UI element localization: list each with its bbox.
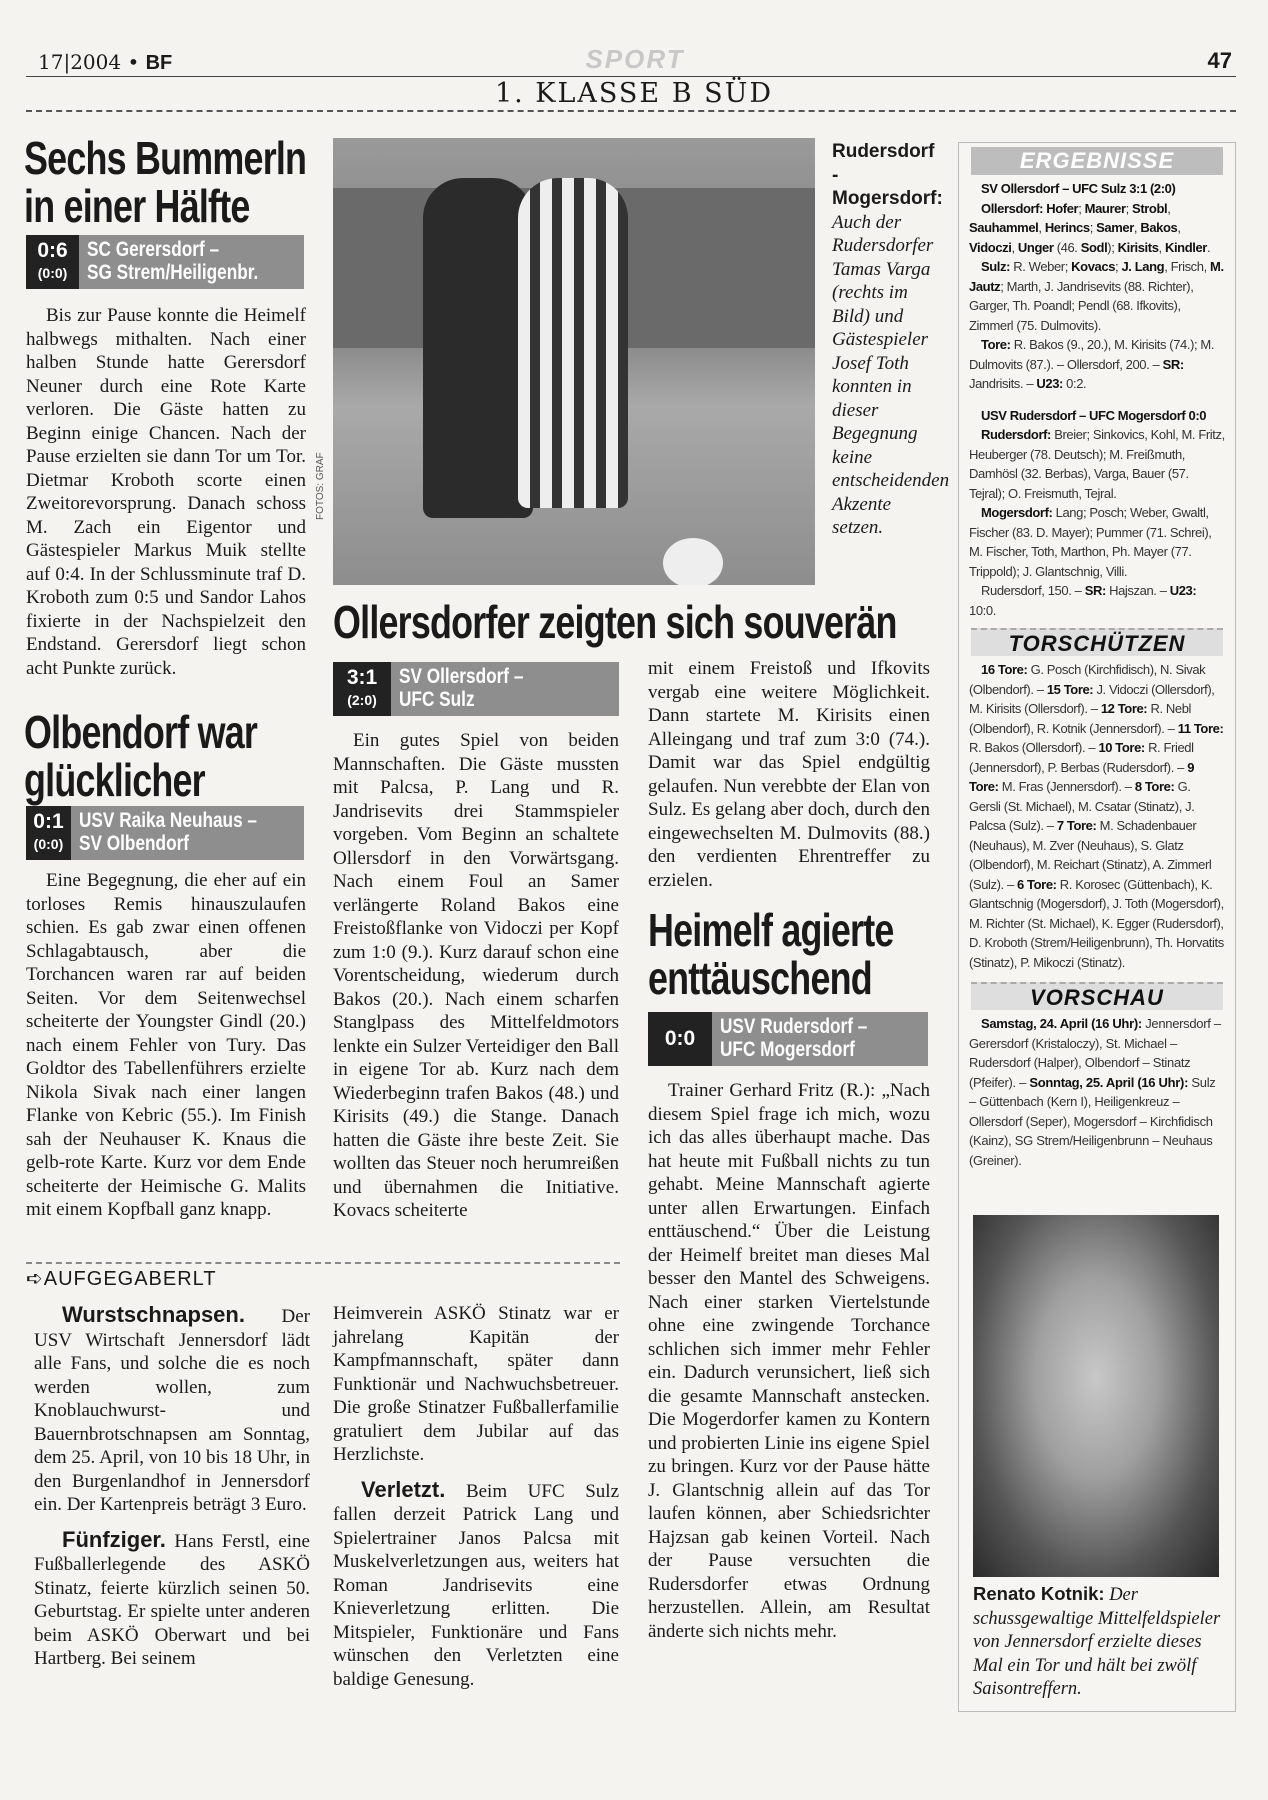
score-teams [712, 1012, 928, 1066]
ergebnisse-header: ERGEBNISSE [971, 147, 1223, 175]
bold-label: Kirisits [1117, 239, 1159, 255]
bold-label: SV Ollersdorf – UFC Sulz 3:1 (2:0) [981, 181, 1176, 196]
bold-label: Unger [1017, 239, 1054, 255]
score-result [26, 235, 79, 289]
article-body: Eine Begegnung, die eher auf ein torloses Remis hinauszulaufen schien. Es gab zwar einen offenen Schlagabtausch, aber die Torchancen waren rar auf beiden Seiten. Vor dem Seitenwechsel scheiterte der Youngster Gindl (20.) nach einem Fehler von Tury. Das Goldtor des Tabellenführers erzielte Nikola Sivak nach einer langen Flanke von Kebric (55.). Im Finish sah der Neuhauser K. Knaus die gelb-rote Karte. Kurz vor dem Ende scheiterte der Heimische G. Malits mit einem Kopfball ganz knapp. [26, 870, 306, 1220]
results-text [959, 179, 1235, 620]
score-box [26, 235, 304, 289]
news-text: Heimverein ASKÖ Stinatz war er jahrelang Kapitän der Kampfmannschaft, später dann Funktionär und Nachwuchsbetreuer. Die große Stinatzer Fußballerfamilie gratuliert dem Jubilar auf das Herzlichste. [333, 1303, 619, 1465]
preview-text [959, 1014, 1235, 1170]
sidebar-paragraph [969, 425, 1225, 503]
news-item [34, 1527, 310, 1671]
bold-label: 6 Tore: [1017, 876, 1057, 892]
bold-label: Samer [1096, 220, 1134, 235]
article-body: Bis zur Pause konnte die Heimelf halbwegs mithalten. Nach einer halben Stunde hatte Gerersdorf Neuner durch eine Rote Karte verloren. Die Gäste hatten zu Beginn einige Chancen. Nach der Pause erzielten sie dann Tor um Tor. Dietmar Kroboth scorte einen Zweitorevorsprung. Danach schoss M. Zach ein Eigentor und Gästespieler Markus Muik stellte auf 0:4. In der Schlussminute traf D. Kroboth zum 0:5 und Sandor Lahos fixierte in der Nachspielzeit den Endstand. Gerersdorf liegt schon acht Punkte zurück. [26, 305, 306, 679]
bold-label: M. Jautz [969, 259, 1224, 294]
caption-text: Auch der Rudersdorfer Tamas Varga (rechts im Bild) und Gästespieler Josef Toth konnten in dieser Begegnung keine entscheidenden Akzente setzen. [832, 211, 950, 538]
bold-label: 12 Tore: [1100, 701, 1148, 716]
sidebar-paragraph [969, 503, 1225, 581]
article-body: Ein gutes Spiel von beiden Mannschaften. Die Gäste mussten mit Palcsa, P. Lang und R. Jandrisevits drei Stammspieler vorgeben. Vom Beginn an schaltete Ollersdorf in den Vorwärtsgang. Nach einem Foul an Samer verlängerte Roland Bakos eine Freistoßflanke von Vidoczi per Kopf zum 1:0 (9.). Kurz darauf schon eine Vorentscheidung, wiederum durch Bakos (20.). Nach einem scharfen Stanglpass des Mittelfeldmotors lenkte ein Sulzer Verteidiger den Ball in eigene Tor ab. Kurz nach dem Wiederbeginn trafen Bakos (48.) und Kirisits (49.) die Stange. Danach hatten die Gäste ihre beste Zeit. Sie wollten das Steuer noch herumreißen und übernahmen die Initiative. Kovacs scheiterte [333, 730, 619, 1221]
score: 0:0 [664, 1027, 696, 1050]
article-body: Trainer Gerhard Fritz (R.): „Nach diesem Spiel frage ich mich, wozu ich das alles überhaupt mache. Das hat heute mit Fußball nichts zu tun gehabt. Meine Mannschaft agierte unter allen Erwartungen. Einfach enttäuschend.“ Über die Leistung der Heimelf breitet man dieses Mal besser den Mantel des Schweigens. Nach einer starken Viertelstunde ohne eine zwingende Torchance schlichen sich immer mehr Fehler ein. Dadurch verunsichert, ließ sich die gesamte Mannschaft anstecken. Die Mogerdorfer kamen zu Kontern und probierten Linie ins eigene Spiel zu bringen. Kurz vor der Pause hätte J. Glantschnig allein auf das Tor laufen können, aber Schiedsrichter Hajzsan gab keinen Vorteil. Nach der Pause versuchten die Rudersdorfer etwas Ordnung herzustellen. Allein, am Resultat änderte sich nichts mehr. [648, 1080, 930, 1642]
text-segment: , [1011, 239, 1018, 255]
team-away: UFC Mogersdorf [720, 1038, 855, 1061]
news-column-1 [34, 1302, 310, 1671]
news-keyword: Verletzt. [361, 1476, 446, 1502]
ball [663, 538, 723, 585]
team-home: SC Gerersdorf – [87, 238, 220, 261]
text-segment: Rudersdorf, 150. – [981, 583, 1085, 598]
text-segment: ; Marth, J. Jandrisevits (88. Richter), Garger, Th. Poandl; Pendl (68. Ifkovits), Zimmerl (75. Dulmovits). [969, 278, 1194, 333]
bold-label: 15 Tore: [1046, 681, 1094, 697]
bold-label: Mogersdorf: [981, 505, 1053, 520]
team-away: UFC Sulz [399, 688, 475, 711]
halftime-score: (0:0) [37, 265, 68, 281]
text-segment: 0:2. [1062, 376, 1087, 391]
text-segment: , [1133, 220, 1141, 235]
bold-label: Sauhammel [969, 220, 1039, 235]
bold-label: USV Rudersdorf – UFC Mogersdorf 0:0 [981, 407, 1207, 423]
caption-text: Der schussgewaltige Mittelfeldspieler von Jennersdorf erzielte dieses Mal ein Tor und hält bei zwölf Saisontreffern. [973, 1585, 1221, 1699]
text-segment: 10:0. [969, 602, 996, 618]
text-segment: Breier; Sinkovics, Kohl, M. Fritz, Heuberger (78. Deutsch); M. Freißmuth, Damhösl (32. Berbas), Varga, Bauer (57. Tejral); O. Freismuth, Tejral. [969, 427, 1225, 501]
player-striped [518, 178, 628, 508]
text-segment: Jandrisits. – [969, 376, 1037, 391]
bold-label: Herincs [1044, 220, 1090, 235]
issue-number: 17|2004 • [38, 50, 140, 74]
text-segment: ; [1125, 200, 1133, 216]
text-segment: Sulz – Güttenbach (Kern I), Heiligenkreuz – Ollersdorf (Seper), Mogersdorf – Kirchfidisch (Kainz), SG Strem/Heiligenbrunn – Neuhaus (Greiner). [969, 1074, 1216, 1168]
text-segment: R. Friedl (Jennersdorf), P. Berbas (Rudersdorf). – [969, 740, 1194, 775]
photo-caption [832, 140, 950, 540]
bold-label: Kovacs [1071, 259, 1116, 274]
sidebar-paragraph [969, 199, 1225, 258]
halftime-score: (0:0) [33, 836, 64, 852]
text-segment: ; [1078, 200, 1085, 216]
page-number: 47 [1207, 48, 1232, 73]
sidebar-paragraph [969, 335, 1225, 394]
bold-label: Strobl [1132, 200, 1168, 216]
bold-label: 10 Tore: [1098, 740, 1145, 755]
headline-line: Olbendorf war [24, 706, 258, 758]
team-home: USV Rudersdorf – [720, 1015, 868, 1038]
bold-label: Ollersdorf: Hofer [981, 200, 1079, 216]
text-segment: R. Bakos (Ollersdorf). – [969, 740, 1099, 755]
bold-label: Rudersdorf: [981, 427, 1051, 442]
text-segment: (46. [1053, 239, 1081, 255]
bold-label: Sonntag, 25. April (16 Uhr): [1029, 1074, 1189, 1090]
bold-label: Maurer [1084, 200, 1126, 216]
sidebar-paragraph [969, 179, 1225, 199]
portrait-caption [973, 1582, 1223, 1702]
text-segment: ); [1107, 239, 1118, 255]
bold-label: 7 Tore: [1056, 818, 1097, 833]
text-segment: R. Korosec (Güttenbach), K. Glantschnig (Mogersdorf), J. Toth (Mogersdorf), M. Richter (St. Michael), K. Egger (Rudersdorf), D. Kroboth (Strem/Heiligenbrunn), Th. Horvatits (Stinatz), P. Mikoczi (Stinatz). [969, 876, 1224, 970]
player-portrait [973, 1215, 1219, 1577]
text-segment: R. Weber; [1010, 259, 1072, 274]
photo-credit: FOTOS: GRAF [315, 452, 326, 520]
section-label: AUFGEGABERLT [43, 1268, 217, 1290]
article-body-continued: mit einem Freistoß und Ifkovits vergab eine weitere Möglichkeit. Dann startete M. Kirisits einen Alleingang und traf zum 3:0 (74.). Damit war das Spiel endgültig gelaufen. Nun verebbte der Elan von Sulz. Es gelang aber doch, durch den eingewechselten M. Dulmovits (88.) den verdienten Ehrentreffer zu erzielen. [648, 658, 930, 891]
article-headline [24, 134, 306, 230]
bold-label: Sodl [1080, 239, 1108, 255]
score-teams [391, 662, 619, 716]
bold-label: Tore: [981, 337, 1011, 352]
score-box [648, 1012, 928, 1066]
news-text: Der USV Wirtschaft Jennersdorf lädt alle Fans, und solche die es noch werden wollen, zum Knoblauchwurst- und Bauernbrotschnapsen am Sonntag, dem 25. April, von 10 bis 18 Uhr, in den Burgenlandhof in Jennersdorf ein. Der Kartenpreis beträgt 3 Euro. [34, 1306, 310, 1515]
bold-label: U23: [1169, 583, 1197, 598]
bold-label: Samstag, 24. April (16 Uhr): [981, 1016, 1142, 1031]
score: 0:6 [37, 239, 68, 262]
score-result [26, 806, 71, 860]
text-segment: , [1167, 200, 1171, 216]
text-segment: ; [1115, 259, 1122, 274]
bold-label: SR: [1084, 583, 1106, 598]
score-result [333, 662, 391, 716]
score-box [26, 806, 304, 860]
halftime-score: (2:0) [347, 692, 377, 708]
bold-label: 9 Tore: [969, 759, 1195, 794]
section-title: SPORT [585, 44, 685, 74]
score-teams [79, 235, 304, 289]
score-box [333, 662, 619, 716]
article-headline [648, 906, 894, 1002]
bold-label: 11 Tore: [1177, 720, 1224, 736]
text-segment: , [1177, 220, 1181, 235]
torschuetzen-header: TORSCHÜTZEN [971, 628, 1223, 656]
score: 3:1 [346, 666, 378, 689]
score-teams [71, 806, 304, 860]
text-segment: . [1206, 239, 1211, 255]
sidebar-paragraph [969, 1014, 1225, 1170]
text-segment: , Frisch, [1164, 259, 1211, 274]
text-segment: Jennersdorf – Gerersdorf (Kristaloczy), St. Michael – Rudersdorf (Halper), Olbendorf – Stinatz (Pfeifer). – [969, 1016, 1221, 1090]
text-segment: ; [1089, 220, 1097, 235]
news-keyword: Wurstschnapsen. [62, 1302, 245, 1327]
headline-line: enttäuschend [648, 952, 872, 1004]
header-rule [26, 76, 1236, 77]
league-title: 1. KLASSE B SÜD [494, 78, 774, 109]
bold-label: Bakos [1140, 220, 1178, 235]
bold-label: 8 Tore: [1134, 779, 1175, 794]
text-segment: M. Fras (Jennersdorf). – [998, 779, 1135, 794]
article-headline: Ollersdorfer zeigten sich souverän [333, 596, 897, 648]
bold-label: Sulz: [981, 259, 1011, 274]
text-segment: Lang; Posch; Weber, Gwaltl, Fischer (83. D. Mayer); Pummer (71. Schrei), M. Fischer, Toth, Marthon, Ph. Mayer (77. Trippold); J. Glantschnig, Villi. [969, 505, 1212, 579]
text-segment: M. Schadenbauer (Neuhaus), M. Zver (Neuhaus), S. Glatz (Olbendorf), M. Reichart (Stinatz), A. Zimmerl (Sulz). – [969, 818, 1212, 892]
text-segment: , [1038, 220, 1045, 235]
sidebar-paragraph [969, 660, 1225, 972]
score: 0:1 [33, 810, 64, 833]
aufgegaberlt-header [26, 1262, 620, 1288]
article-headline [24, 708, 257, 804]
news-text: Hans Ferstl, eine Fußballerlegende des ASKÖ Stinatz, feierte kürzlich seinen 50. Geburtstag. Er spielte unter anderen beim ASKÖ Oberwart und bei Hartberg. Bei seinem [34, 1530, 310, 1669]
publication: BF [145, 52, 173, 74]
text-segment: , [1158, 239, 1165, 255]
sidebar-paragraph [969, 257, 1225, 335]
bold-label: Kindler [1164, 239, 1207, 255]
text-segment: J. Vidoczi (Ollersdorf), M. Kirisits (Ollersdorf). – [969, 681, 1215, 716]
bold-label: U23: [1036, 376, 1063, 391]
news-item [34, 1302, 310, 1517]
text-segment: G. Posch (Kirchfidisch), N. Sivak (Olbendorf). – [969, 662, 1206, 697]
text-segment: R. Nebl (Olbendorf), R. Kotnik (Jennersdorf). – [969, 701, 1192, 736]
caption-title: Renato Kotnik: [973, 1583, 1105, 1604]
sidebar-paragraph [969, 406, 1225, 426]
scorers-text [959, 660, 1235, 972]
player-dark [423, 178, 533, 518]
score-result [648, 1012, 712, 1066]
bold-label: J. Lang [1121, 259, 1165, 274]
headline-line: Sechs Bummerln [24, 132, 307, 184]
headline-line: Heimelf agierte [648, 904, 894, 956]
bold-label: 16 Tore: [981, 662, 1028, 677]
team-home: SV Ollersdorf – [399, 665, 524, 688]
headline-line: glücklicher [24, 754, 205, 806]
text-segment: Hajszan. – [1105, 583, 1170, 598]
text-segment: G. Gersli (St. Michael), M. Csatar (Stinatz), J. Palcsa (Sulz). – [969, 779, 1195, 833]
match-photo [333, 138, 815, 585]
news-item [333, 1477, 619, 1692]
bold-label: SR: [1162, 356, 1184, 372]
team-away: SG Strem/Heiligenbr. [87, 261, 259, 284]
arrow-icon: ➪ [26, 1268, 44, 1290]
issue-label [38, 50, 172, 75]
news-text: Beim UFC Sulz fallen derzeit Patrick Lang und Spielertrainer Janos Palcsa mit Muskelverletzungen aus, weiters hat Roman Jandrisevits eine Knieverletzung erlitten. Die Mitspieler, Funktionäre und Fans wünschen den Verletzten eine baldige Genesung. [333, 1480, 619, 1690]
team-home: USV Raika Neuhaus – [78, 809, 257, 832]
bold-label: Vidoczi [969, 239, 1012, 255]
vorschau-header: VORSCHAU [971, 982, 1223, 1010]
caption-title: Rudersdorf - Mogersdorf: [832, 141, 943, 209]
news-column-2 [333, 1302, 619, 1691]
header-divider [26, 110, 1236, 112]
headline-line: in einer Hälfte [24, 180, 250, 232]
team-away: SV Olbendorf [78, 832, 189, 855]
text-segment: R. Bakos (9., 20.), M. Kirisits (74.); M. Dulmovits (87.). – Ollersdorf, 200. – [969, 337, 1215, 372]
news-keyword: Fünfziger. [62, 1526, 166, 1552]
sidebar-paragraph [969, 581, 1225, 620]
